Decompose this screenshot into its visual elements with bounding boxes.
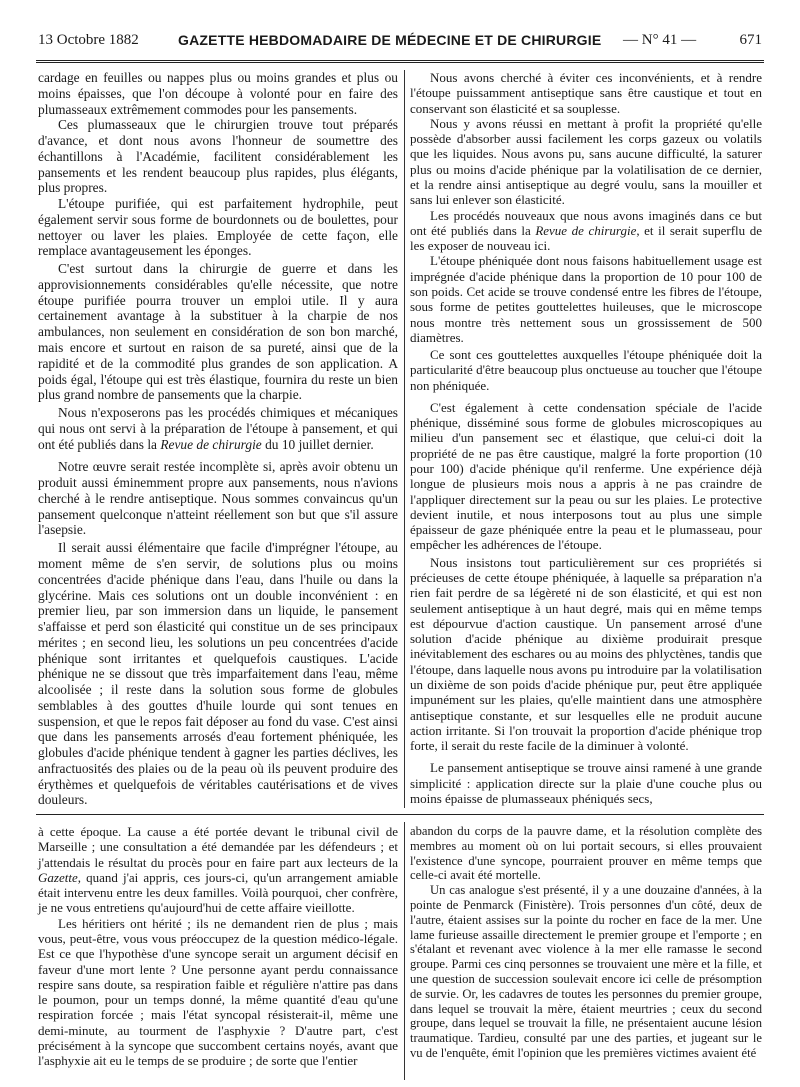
section-rule (36, 814, 764, 815)
page-header (38, 30, 762, 54)
paragraph: Les procédés nouveaux que nous avons imaginés dans ce but ont été publiés dans la Revue de chirurgie, et il serait superflu de les exposer de nouveau ici. (410, 207, 762, 254)
paragraph: Un cas analogue s'est présenté, il y a une douzaine d'années, à la pointe de Penmarck (Finistère). Trois personnes d'un côté, deux de l'autre, étaient assises sur la pointe du rocher en face de la mer. Une lame furieuse assaille directement le premier groupe et l'emporte ; en s'étalant et revenant avec violence à la mer elle ramasse le second groupe. Parmi ces cinq personnes se trouvaient une mère et la fille, et une question de succession soulevait encore ici celle de présomption de survie. Or, les cadavres de toutes les personnes du premier groupe, dans lequel se trouvait la mère, étaient meurtries ; ceux du second groupe, dans lequel se trouvait la fille, ne présentaient aucune lésion traumatique. Tardieu, consulté par une des parties, et jugeant sur le vu de l'enquête, émit l'opinion que les premières victimes avaient été (410, 883, 762, 1060)
paragraph: C'est surtout dans la chirurgie de guerre et dans les approvisionnements considérables qu'elle nécessite, que notre étoupe purifiée pourra trouver un emploi utile. Il y aura certainement avantage à la substituer à la charpie de nos ambulances, non seulement en considération de son bon marché, mais encore et surtout en raison de sa pureté, ainsi que de la rapidité et de la commodité plus grandes de son application. A poids égal, l'étoupe qui est très élastique, fournira du reste un bien plus grand nombre de pansements que la charpie. (38, 261, 398, 403)
header-date: 13 Octobre 1882 (38, 32, 139, 48)
header-rule (36, 60, 764, 63)
paragraph: Notre œuvre serait restée incomplète si, après avoir obtenu un produit aussi éminemment propre aux pansements, nous n'avions cherché à le rendre antiseptique. Nous sommes convaincus qu'un pansement quelconque n'atteint réellement son but que s'il assure l'asepsie. (38, 459, 398, 538)
column-divider-top (404, 70, 405, 808)
paragraph: Nous n'exposerons pas les procédés chimiques et mécaniques qui nous ont servi à la préparation de l'étoupe à pansement, et qui ont été publiés dans la Revue de chirurgie du 10 juillet dernier. (38, 405, 398, 452)
bottom-left-column (38, 824, 398, 1069)
journal-reference: Revue de chirurgie (535, 222, 637, 238)
paragraph: L'étoupe purifiée, qui est parfaitement hydrophile, peut également servir sous forme de bourdonnets ou de boulettes, pour nettoyer ou laver les plaies. Employée de cette façon, elle remplace avantageusement les éponges. (38, 196, 398, 259)
page-number: 671 (739, 32, 762, 48)
paragraph: à cette époque. La cause a été portée devant le tribunal civil de Marseille ; une consultation a été demandée par les défendeurs ; et j'attendais le résultat du procès pour en faire part aux lecteurs de la Gazette, quand j'ai appris, ces jours-ci, qu'un arrangement amiable était intervenu entre les deux familles. Voilà pourquoi, cher confrère, je ne vous entretiens qu'aujourd'hui de cette affaire vieillotte. (38, 824, 398, 916)
paragraph: Il serait aussi élémentaire que facile d'imprégner l'étoupe, au moment même de s'en servir, de solutions plus ou moins concentrées d'acide phénique dans l'eau, dans l'huile ou dans la glycérine. Mais ces solutions ont un double inconvénient : en premier lieu, par son immersion dans un liquide, le pansement s'affaisse et perd son élasticité qui constitue un de ses principaux mérites ; en second lieu, les solutions un peu concentrées d'acide phénique sont irritantes et quelquefois caustiques. L'acide phénique ne se dissout que très imparfaitement dans l'eau, même alcoolisée ; il reste dans la solution sous forme de globules semblables à des gouttes d'huile lourde qui sont tenues en suspension, et que le repos fait déposer au fond du vase. C'est ainsi que dans les pansements arrosés d'eau fortement phéniquée, les globules d'acide phénique tendent à gagner les parties déclives, les anfractuosités des plaies ou de la peau où ils peuvent produire des érythèmes et quelquefois de véritables cautérisations et de vives douleurs. (38, 540, 398, 808)
paragraph: Les héritiers ont hérité ; ils ne demandent rien de plus ; mais vous, peut-être, vous vous préoccupez de la question médico-légale. Est ce que l'hypothèse d'une syncope serait un argument décisif en faveur d'une mort lente ? Une personne ayant perdu connaissance respire sans doute, sa respiration faible et régulière n'attire pas dans le poumon, pour un temps donné, la même quantité d'eau qu'une respiration forcée ; mais l'état syncopal résisterait-il, même une demi-minute, au tourment de l'asphyxie ? D'autre part, c'est précisément à la syncope que succombent certains noyés, avant que l'asphyxie ait eu le temps de se produire ; de sorte que l'entier (38, 915, 398, 1069)
top-right-column (410, 70, 762, 806)
journal-title: GAZETTE HEBDOMADAIRE DE MÉDECINE ET DE CHIRURGIE (178, 32, 602, 48)
issue-number: — N° 41 — (623, 32, 697, 48)
paragraph: C'est également à cette condensation spéciale de l'acide phénique, disséminé sous forme de globules microscopiques au milieu d'un pansement sec et élastique, que celui-ci doit la propriété de ne pas être caustique, malgré la forte proportion (10 pour 100) d'acide phénique qu'il renferme. Une expérience déjà longue de plusieurs mois nous a appris à ne pas craindre de l'appliquer directement sur la peau ou sur les plaies. Le protective devient inutile, et nous interposons tout au plus une simple épaisseur de gaze phéniquée entre la peau et le plumasseau, pour empêcher les adhérences de l'étoupe. (410, 399, 762, 553)
paragraph: Ce sont ces gouttelettes auxquelles l'étoupe phéniquée doit la particularité d'être beaucoup plus onctueuse au toucher que l'étoupe non phéniquée. (410, 347, 762, 393)
paragraph: Nous avons cherché à éviter ces inconvénients, et à rendre l'étoupe puissamment antiseptique sans être caustique et tout en conservant son élasticité et sa souplesse. (410, 70, 762, 116)
bottom-right-column (410, 824, 762, 1061)
paragraph: Le pansement antiseptique se trouve ainsi ramené à une grande simplicité : application directe sur la plaie d'une couche plus ou moins épaisse de plumasseaux phéniqués secs, (410, 760, 762, 806)
journal-reference: Gazette (38, 869, 78, 885)
paragraph: Nous y avons réussi en mettant à profit la propriété qu'elle possède d'absorber aussi facilement les corps gazeux ou volatils que les liquides. Nous avons pu, sans aucune difficulté, la saturer plus ou moins d'acide phénique par la volatilisation de ce dernier, et la rendre ainsi antiseptique au degré voulu, sans la mouiller et sans lui enlever son élasticité. (410, 115, 762, 208)
column-divider-bottom (404, 822, 405, 1080)
journal-reference: Revue de chirurgie (160, 436, 262, 452)
paragraph: abandon du corps de la pauvre dame, et la résolution complète des membres au moment où on lui portait secours, si elles prouvaient l'existence d'une syncope, pourraient prouver en même temps que celle-ci avait été mortelle. (410, 824, 762, 883)
paragraph: L'étoupe phéniquée dont nous faisons habituellement usage est imprégnée d'acide phénique dans la proportion de 10 pour 100 de son poids. Cet acide se trouve condensé entre les fibres de l'étoupe, sous forme de petites gouttelettes huileuses, que le microscope nous montre très nettement sous un grossissement de 500 diamètres. (410, 253, 762, 345)
paragraph: Ces plumasseaux que le chirurgien trouve tout préparés d'avance, et dont nous avons l'honneur de soumettre des échantillons à l'Académie, facilitent considérablement les pansements et les rendent beaucoup plus rapides, plus élégants, plus propres. (38, 117, 398, 196)
top-left-column (38, 70, 398, 808)
paragraph: cardage en feuilles ou nappes plus ou moins grandes et plus ou moins épaisses, que l'on découpe à volonté pour en faire des plumasseaux extrêmement commodes pour les pansements. (38, 70, 398, 117)
paragraph: Nous insistons tout particulièrement sur ces propriétés si précieuses de cette étoupe phéniquée, à laquelle sa préparation n'a rien fait perdre de sa légèreté ni de son élasticité, et qui est non seulement antiseptique à un haut degré, mais qui en même temps est dépourvue d'action caustique. Un pansement arrosé d'une solution d'acide phénique au dixième produirait presque inévitablement des eschares ou au moins des phlyctènes, tandis que l'étoupe, dans laquelle nous avons pu introduire par la volatilisation un dixième de son poids d'acide phénique pur, peut être appliquée impunément sur les plaies, qu'elle maintient dans une atmosphère antiseptique constante, et sur lesquelles elle ne produit aucune action irritante. Si l'on trouvait la proportion d'acide phénique trop forte, il serait du reste facile de la diminuer à volonté. (410, 554, 762, 754)
